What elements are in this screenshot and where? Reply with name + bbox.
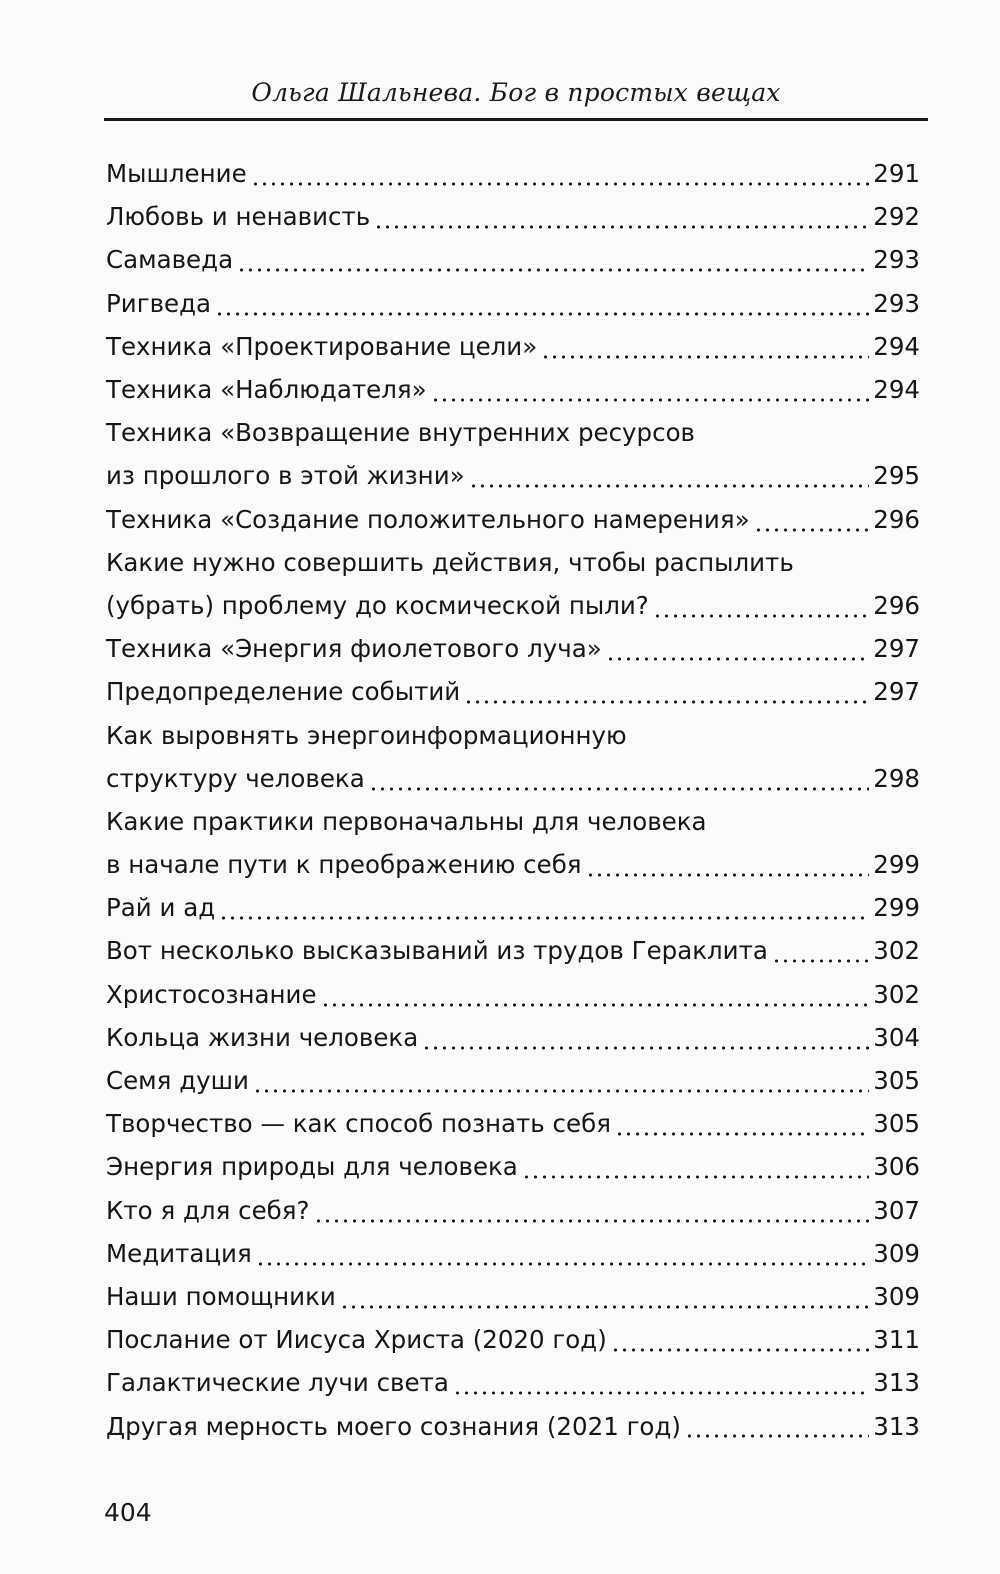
toc-entry <box>106 454 920 497</box>
toc-entry-title: Предопределение событий <box>106 677 461 707</box>
toc-entry-page: 297 <box>873 677 920 707</box>
dot-leader <box>772 929 869 972</box>
toc-entry-page: 299 <box>873 850 920 880</box>
dot-leader <box>586 843 870 886</box>
toc-entry-title: Рай и ад <box>106 893 216 923</box>
toc-entry-page: 304 <box>873 1022 920 1052</box>
dot-leader <box>522 1145 869 1188</box>
dot-leader <box>340 1275 869 1318</box>
toc-entry-page: 296 <box>873 590 920 620</box>
toc-entry <box>106 800 920 843</box>
toc-entry-title: Семя души <box>106 1066 249 1096</box>
toc-entry <box>106 627 920 670</box>
toc-entry-page: 295 <box>873 461 920 491</box>
toc-entry-page: 306 <box>873 1152 920 1182</box>
toc-entry-title: Вот несколько высказываний из трудов Гераклита <box>106 936 768 966</box>
page-number: 404 <box>104 1498 152 1527</box>
toc-entry-page: 293 <box>873 245 920 275</box>
toc-entry <box>106 541 920 584</box>
toc-entry <box>106 1189 920 1232</box>
toc-entry-title: Наши помощники <box>106 1281 336 1311</box>
toc-entry-title: Ригведа <box>106 288 212 318</box>
toc-entry <box>106 152 920 195</box>
toc-entry <box>106 282 920 325</box>
toc-entry <box>106 713 920 756</box>
toc-entry-page: 313 <box>873 1368 920 1398</box>
toc-entry-page: 302 <box>873 979 920 1009</box>
toc-entry-title: Энергия природы для человека <box>106 1152 518 1182</box>
toc-entry <box>106 1016 920 1059</box>
toc-entry-page: 299 <box>873 893 920 923</box>
toc-entry-title: в начале пути к преображению себя <box>106 850 582 880</box>
toc-entry-title: Техника «Создание положительного намерения» <box>106 504 750 534</box>
toc-entry-page: 298 <box>873 763 920 793</box>
dot-leader <box>615 1102 869 1145</box>
toc-entry <box>106 886 920 929</box>
toc-entry-title: Техника «Проектирование цели» <box>106 331 538 361</box>
toc-entry <box>106 843 920 886</box>
toc-entry <box>106 670 920 713</box>
toc-entry-page: 305 <box>873 1066 920 1096</box>
toc-entry-title: Как выровнять энергоинформационную <box>106 720 627 750</box>
dot-leader <box>237 238 869 281</box>
dot-leader <box>251 152 870 195</box>
toc-entry <box>106 1102 920 1145</box>
header-rule <box>104 118 928 121</box>
dot-leader <box>541 325 869 368</box>
toc-entry-title: Кто я для себя? <box>106 1195 310 1225</box>
toc-entry <box>106 1059 920 1102</box>
dot-leader <box>374 195 869 238</box>
dot-leader <box>321 973 870 1016</box>
toc-entry-title: Какие практики первоначальны для человека <box>106 806 707 836</box>
toc-entry-page: 313 <box>873 1411 920 1441</box>
toc-entry-page: 294 <box>873 375 920 405</box>
dot-leader <box>685 1404 869 1447</box>
toc-entry <box>106 325 920 368</box>
dot-leader <box>469 454 870 497</box>
dot-leader <box>611 1318 869 1361</box>
toc-entry-title: структуру человека <box>106 763 365 793</box>
toc-entry-page: 309 <box>873 1238 920 1268</box>
toc-entry-page: 305 <box>873 1109 920 1139</box>
toc-entry <box>106 1145 920 1188</box>
dot-leader <box>215 282 869 325</box>
toc-entry <box>106 1232 920 1275</box>
dot-leader <box>369 757 870 800</box>
toc-entry-title: Послание от Иисуса Христа (2020 год) <box>106 1325 607 1355</box>
toc-entry-title: из прошлого в этой жизни» <box>106 461 465 491</box>
toc-entry-page: 309 <box>873 1281 920 1311</box>
toc-entry <box>106 1404 920 1447</box>
toc-entry-title: Какие нужно совершить действия, чтобы распылить <box>106 547 794 577</box>
toc-entry-page: 307 <box>873 1195 920 1225</box>
toc-entry <box>106 498 920 541</box>
toc-entry <box>106 195 920 238</box>
toc-entry-title: Творчество — как способ познать себя <box>106 1109 611 1139</box>
toc-entry-title: Техника «Наблюдателя» <box>106 375 427 405</box>
toc-entry-title: Техника «Энергия фиолетового луча» <box>106 634 602 664</box>
toc-entry-page: 293 <box>873 288 920 318</box>
dot-leader <box>653 584 869 627</box>
toc-entry-title: Мышление <box>106 159 247 189</box>
dot-leader <box>464 670 869 713</box>
toc-entry-page: 296 <box>873 504 920 534</box>
toc-entry-title: Медитация <box>106 1238 252 1268</box>
toc-entry-page: 292 <box>873 202 920 232</box>
toc-entry-page: 291 <box>873 159 920 189</box>
toc-entry <box>106 584 920 627</box>
toc-entry-title: Другая мерность моего сознания (2021 год) <box>106 1411 681 1441</box>
dot-leader <box>256 1232 870 1275</box>
toc-entry <box>106 1361 920 1404</box>
toc-entry <box>106 929 920 972</box>
toc-entry <box>106 238 920 281</box>
toc-entry-title: Христосознание <box>106 979 317 1009</box>
dot-leader <box>314 1189 870 1232</box>
dot-leader <box>422 1016 869 1059</box>
toc-entry-page: 311 <box>873 1325 920 1355</box>
toc-entry-title: Самаведа <box>106 245 234 275</box>
toc-entry-title: Кольца жизни человека <box>106 1022 419 1052</box>
toc-entry-page: 294 <box>873 331 920 361</box>
toc-entry <box>106 757 920 800</box>
toc-entry <box>106 368 920 411</box>
dot-leader <box>453 1361 869 1404</box>
toc-entry <box>106 1275 920 1318</box>
toc-entry <box>106 1318 920 1361</box>
dot-leader <box>754 498 870 541</box>
running-header: Ольга Шальнева. Бог в простых вещах <box>251 78 781 107</box>
dot-leader <box>253 1059 869 1102</box>
toc-entry-page: 302 <box>873 936 920 966</box>
toc-entry <box>106 411 920 454</box>
toc-entry-title: (убрать) проблему до космической пыли? <box>106 590 649 620</box>
toc-entry-page: 297 <box>873 634 920 664</box>
table-of-contents <box>106 152 920 1448</box>
toc-entry-title: Галактические лучи света <box>106 1368 449 1398</box>
toc-entry <box>106 973 920 1016</box>
toc-entry-title: Любовь и ненависть <box>106 202 371 232</box>
dot-leader <box>219 886 869 929</box>
dot-leader <box>431 368 870 411</box>
toc-entry-title: Техника «Возвращение внутренних ресурсов <box>106 418 695 448</box>
dot-leader <box>606 627 870 670</box>
